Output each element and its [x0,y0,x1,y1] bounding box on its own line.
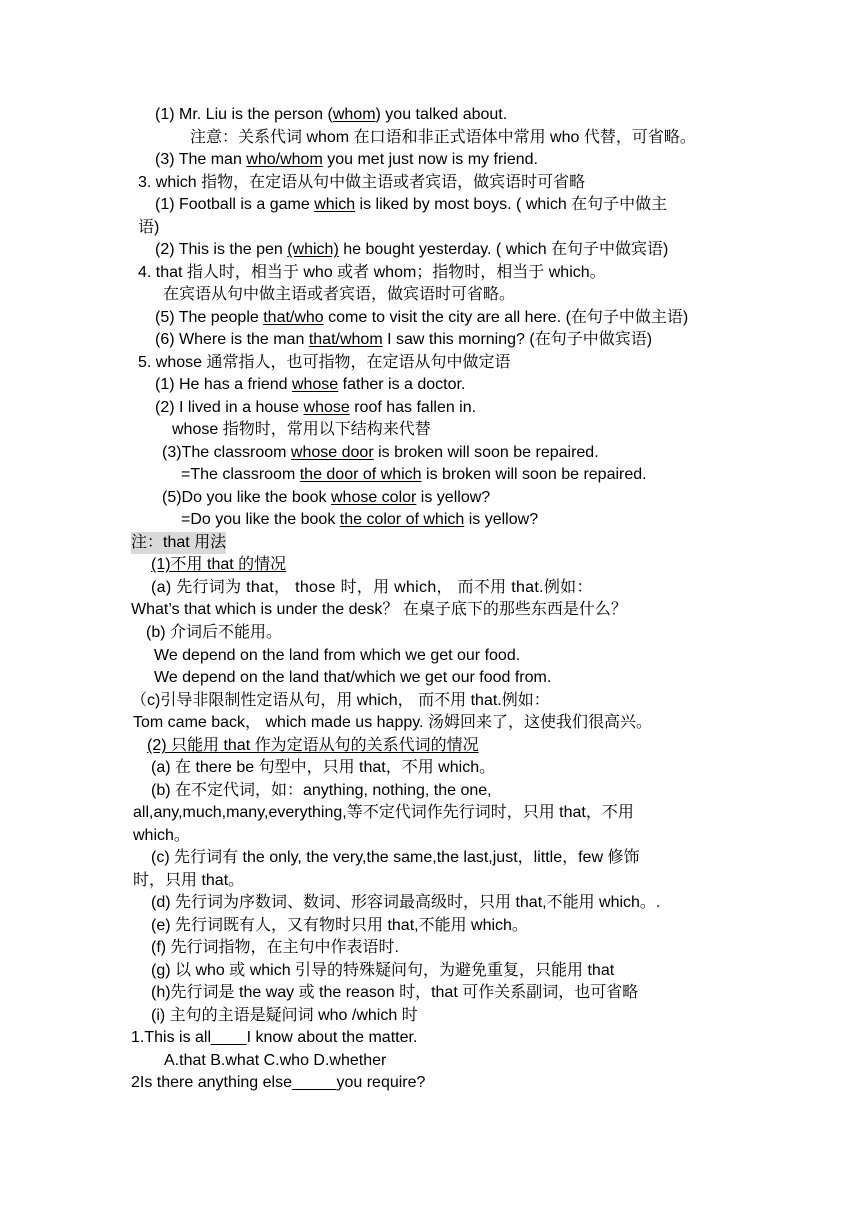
line-text: 注：that 用法 [131,534,227,551]
line-text: 语) [138,219,160,236]
underlined-term: whose [291,376,339,393]
text-line [146,622,282,644]
text-line [181,464,647,486]
line-text: 在宾语从句中做主语或者宾语，做宾语时可省略。 [163,286,516,303]
line-text: 4. that 指人时，相当于 who 或者 whom；指物时，相当于 which。 [138,264,606,281]
underlined-term: the color of which [339,511,465,528]
line-text: (2) This is the pen [155,241,288,258]
text-line [131,1027,417,1049]
text-line [155,374,465,396]
line-text: (1) He has a friend [155,376,292,393]
text-line [163,284,515,306]
line-text: 2Is there anything else_____you require? [131,1074,426,1091]
line-text: (e) 先行词既有人，又有物时只用 that,不能用 which。 [151,917,528,934]
text-line [162,487,490,509]
underlined-term: whose door [290,444,374,461]
text-line [131,1072,425,1094]
underlined-term: whose [303,399,350,416]
line-text: you met just now is my friend. [322,151,538,168]
text-line [181,509,538,531]
line-text: father is a doctor. [338,376,466,393]
line-text: 3. which 指物，在定语从句中做主语或者宾语，做宾语时可省略 [138,174,586,191]
line-text: (f) 先行词指物，在主句中作表语时. [151,939,399,956]
line-text: (b) 在不定代词，如：anything, nothing, the one, [151,782,492,799]
text-line [151,847,639,869]
line-text: (h)先行词是 the way 或 the reason 时，that 可作关系副词，也可省略 [151,984,639,1001]
underlined-term: (which) [287,241,339,258]
underlined-term: that/whom [308,331,383,348]
text-line [151,757,495,779]
text-line [151,960,614,982]
text-line [155,329,652,351]
text-line [138,217,159,239]
line-text: We depend on the land from which we get our food. [154,647,521,664]
text-line [138,172,585,194]
line-text: (b) 介词后不能用。 [146,624,283,641]
line-text: I saw this morning? (在句子中做宾语) [382,331,653,348]
line-text: (a) 在 there be 句型中，只用 that，不用 which。 [151,759,496,776]
text-line [133,870,244,892]
underlined-term: whose color [330,489,417,506]
text-line [138,262,606,284]
line-text: whose 指物时，常用以下结构来代替 [172,421,431,438]
line-text: A.that B.what C.who D.whether [164,1052,387,1069]
line-text: （c)引导非限制性定语从句，用 which， 而不用 that.例如： [131,692,550,709]
line-text: (5)Do you like the book [162,489,331,506]
line-text: (d) 先行词为序数词、数词、形容词最高级时，只用 that,不能用 which。. [151,894,661,911]
text-line [155,194,667,216]
text-line [162,442,599,464]
line-text: come to visit the city are all here. (在句子中做主语) [323,309,689,326]
line-text: 注意：关系代词 whom 在口语和非正式语体中常用 who 代替，可省略。 [190,129,696,146]
text-line [133,712,652,734]
underlined-term: the door of which [299,466,422,483]
line-text: (1) Football is a game [155,196,315,213]
text-line [154,667,551,689]
line-text: he bought yesterday. ( which 在句子中做宾语) [338,241,669,258]
text-line [151,982,638,1004]
line-text: (g) 以 who 或 which 引导的特殊疑问句，为避免重复，只能用 that [151,962,615,979]
line-text: (2) 只能用 that 作为定语从句的关系代词的情况 [147,737,479,754]
line-text: is yellow? [464,511,539,528]
underlined-term: who/whom [246,151,323,168]
line-text: (5) The people [155,309,264,326]
line-text: 1.This is all____I know about the matter. [131,1029,418,1046]
line-text: (1) Mr. Liu is the person ( [155,106,333,123]
text-line [131,599,627,621]
line-text: is broken will soon be repaired. [421,466,647,483]
line-text: (1)不用 that 的情况 [151,556,287,573]
text-line [190,127,696,149]
text-line [131,690,550,712]
text-line [151,554,286,576]
line-text: roof has fallen in. [349,399,477,416]
line-text: =The classroom [181,466,300,483]
text-line [155,104,507,126]
text-line [164,1050,386,1072]
line-text: which。 [133,827,190,844]
line-text: (2) I lived in a house [155,399,304,416]
underlined-term: whom [332,106,376,123]
text-line [151,937,399,959]
underlined-term: that/who [263,309,324,326]
line-text: (3)The classroom [162,444,291,461]
line-text: is broken will soon be repaired. [373,444,599,461]
underlined-term: which [314,196,356,213]
text-line [151,577,593,599]
text-line [131,532,226,554]
text-line [172,419,431,441]
line-text: (a) 先行词为 that， those 时，用 which， 而不用 that.例如： [151,579,593,596]
line-text: is liked by most boys. ( which 在句子中做主 [355,196,668,213]
line-text: all,any,much,many,everything,等不定代词作先行词时，只用 that，不用 [133,804,634,821]
line-text: We depend on the land that/which we get our food from. [154,669,552,686]
line-text: is yellow? [416,489,491,506]
line-text: =Do you like the book [181,511,340,528]
text-line [151,780,492,802]
text-line [155,397,476,419]
text-line [151,915,528,937]
text-line [138,352,511,374]
line-text: ) you talked about. [375,106,508,123]
text-line [155,239,668,261]
text-line [133,825,190,847]
line-text: 5. whose 通常指人，也可指物，在定语从句中做定语 [138,354,511,371]
text-line [154,645,520,667]
text-line [147,735,479,757]
line-text: (6) Where is the man [155,331,309,348]
line-text: What’s that which is under the desk？ 在桌子底下的那些东西是什么？ [131,601,627,618]
text-line [151,1005,418,1027]
line-text: (3) The man [155,151,247,168]
line-text: (i) 主句的主语是疑问词 who /which 时 [151,1007,418,1024]
text-line [151,892,660,914]
text-line [155,307,688,329]
line-text: Tom came back， which made us happy. 汤姆回来了，这使我们很高兴。 [133,714,652,731]
line-text: (c) 先行词有 the only, the very,the same,the last,just，little，few 修饰 [151,849,640,866]
line-text: 时，只用 that。 [133,872,245,889]
text-line [155,149,538,171]
text-line [133,802,634,824]
